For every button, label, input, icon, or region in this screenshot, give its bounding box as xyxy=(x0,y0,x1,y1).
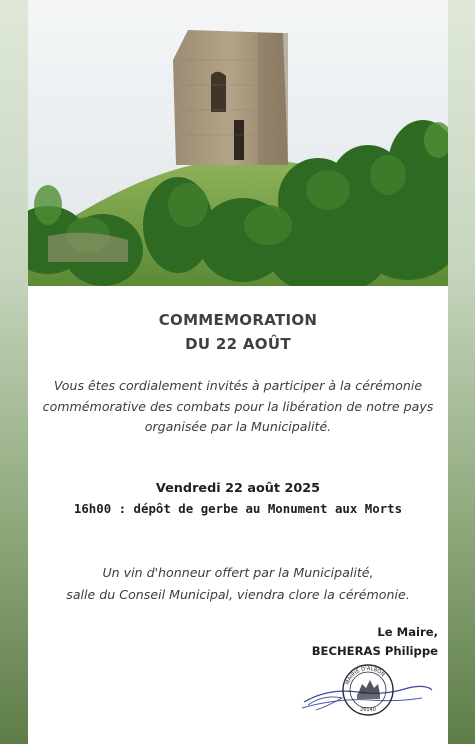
event-date: Vendredi 22 août 2025 xyxy=(155,481,321,496)
closing-text xyxy=(38,562,438,605)
page-title-line-1: COMMEMORATION xyxy=(158,311,318,329)
svg-text:MAIRIE D'ALBON xyxy=(345,666,386,686)
seal-code: 26140 xyxy=(360,707,376,713)
castle-tower-photo xyxy=(28,0,448,286)
invitation-line-1: Vous êtes cordialement invités à participer à la cérémonie xyxy=(53,378,423,393)
page-title-line-2: DU 22 AOÛT xyxy=(185,335,291,353)
official-seal-stamp xyxy=(298,658,438,724)
signature-role: Le Maire, xyxy=(377,625,438,639)
invitation-line-2: commémorative des combats pour la libération de notre pays xyxy=(42,398,434,414)
closing-line-1: Un vin d'honneur offert par la Municipalité, xyxy=(102,565,374,580)
left-green-border xyxy=(0,0,28,744)
right-green-border xyxy=(448,0,475,744)
invitation-card xyxy=(28,0,448,744)
invitation-text xyxy=(38,376,438,438)
signature-name: BECHERAS Philippe xyxy=(311,644,438,658)
event-schedule: 16h00 : dépôt de gerbe au Monument aux Morts xyxy=(73,501,403,516)
invitation-line-3: organisée par la Municipalité. xyxy=(144,419,332,434)
closing-line-2: salle du Conseil Municipal, viendra clore la cérémonie. xyxy=(66,586,410,602)
seal-text: MAIRIE D'ALBON xyxy=(344,665,386,686)
